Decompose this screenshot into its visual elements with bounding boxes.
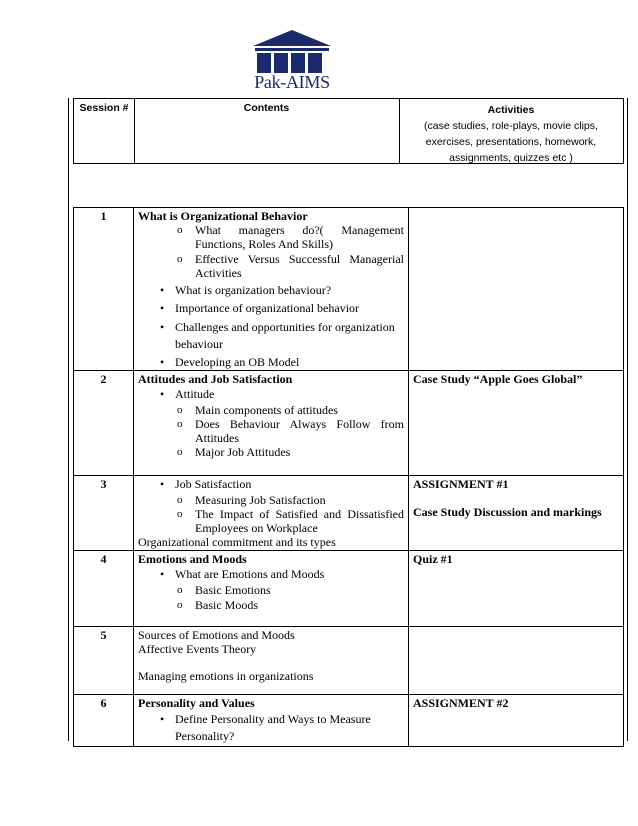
table-row (74, 208, 624, 371)
session-title: What is Organizational Behavior (138, 209, 308, 223)
session-contents (134, 371, 409, 476)
sub-item: o Does Behaviour Always Follow from Attitudes (138, 417, 404, 445)
logo-text: Pak-AIMS (254, 72, 330, 92)
session-tail-text: Organizational commitment and its types (138, 535, 336, 549)
session-activity (409, 208, 624, 371)
sub-item: o Effective Versus Successful Managerial Activities (138, 252, 404, 280)
sub-item: o Basic Emotions (138, 583, 404, 597)
header-activities-detail: (case studies, role-plays, movie clips, exercises, presentations, homework, assignments, quizzes etc ) (424, 120, 598, 164)
session-contents (134, 208, 409, 371)
session-title: Attitudes and Job Satisfaction (138, 372, 293, 386)
session-contents (134, 476, 409, 551)
session-contents (134, 627, 409, 695)
session-activity (409, 627, 624, 695)
sessions-table (73, 207, 624, 747)
header-session: Session # (74, 99, 135, 163)
bullet-item: • Importance of organizational behavior (138, 301, 404, 315)
table-row (74, 551, 624, 627)
table-row (74, 695, 624, 747)
session-activity: Case Study “Apple Goes Global” (409, 371, 624, 476)
header-activities-title: Activities (487, 104, 535, 116)
header-activities (399, 99, 623, 163)
sub-item: o What managers do?( Management Functions, Roles And Skills) (138, 223, 404, 251)
bullet-item: • What is organization behaviour? (138, 283, 404, 297)
bullet-item: • Job Satisfaction (138, 477, 404, 491)
session-number: 1 (74, 208, 134, 371)
session-activity (409, 476, 624, 551)
session-number: 5 (74, 627, 134, 695)
bullet-item: • Developing an OB Model (138, 355, 404, 369)
session-contents (134, 551, 409, 627)
session-activity: Quiz #1 (409, 551, 624, 627)
activity-assignment: ASSIGNMENT #1 (413, 477, 509, 491)
content-line: Affective Events Theory (138, 642, 257, 656)
session-number: 3 (74, 476, 134, 551)
table-row (74, 476, 624, 551)
session-number: 4 (74, 551, 134, 627)
sub-item: o Main components of attitudes (138, 403, 404, 417)
page-border-right (627, 98, 628, 741)
sub-item: o Measuring Job Satisfaction (138, 493, 404, 507)
sub-item: o The Impact of Satisfied and Dissatisfied Employees on Workplace (138, 507, 404, 535)
content-line: Managing emotions in organizations (138, 669, 314, 683)
session-title: Personality and Values (138, 696, 255, 710)
header-contents: Contents (134, 99, 400, 163)
activity-case-study: Case Study Discussion and markings (413, 505, 602, 519)
bullet-item: • Define Personality and Ways to Measure Personality? (138, 711, 404, 745)
bullet-item: • What are Emotions and Moods (138, 567, 404, 581)
table-row (74, 627, 624, 695)
session-number: 2 (74, 371, 134, 476)
session-number: 6 (74, 695, 134, 747)
content-line: Sources of Emotions and Moods (138, 628, 295, 642)
sub-item: o Major Job Attitudes (138, 445, 404, 459)
bullet-item: • Attitude (138, 387, 404, 401)
table-header (73, 98, 624, 164)
session-contents (134, 695, 409, 747)
sub-item: o Basic Moods (138, 598, 404, 612)
table-row (74, 371, 624, 476)
bullet-item: • Challenges and opportunities for organization behaviour (138, 319, 404, 353)
session-title: Emotions and Moods (138, 552, 247, 566)
page-border-left (68, 98, 69, 741)
session-activity: ASSIGNMENT #2 (409, 695, 624, 747)
